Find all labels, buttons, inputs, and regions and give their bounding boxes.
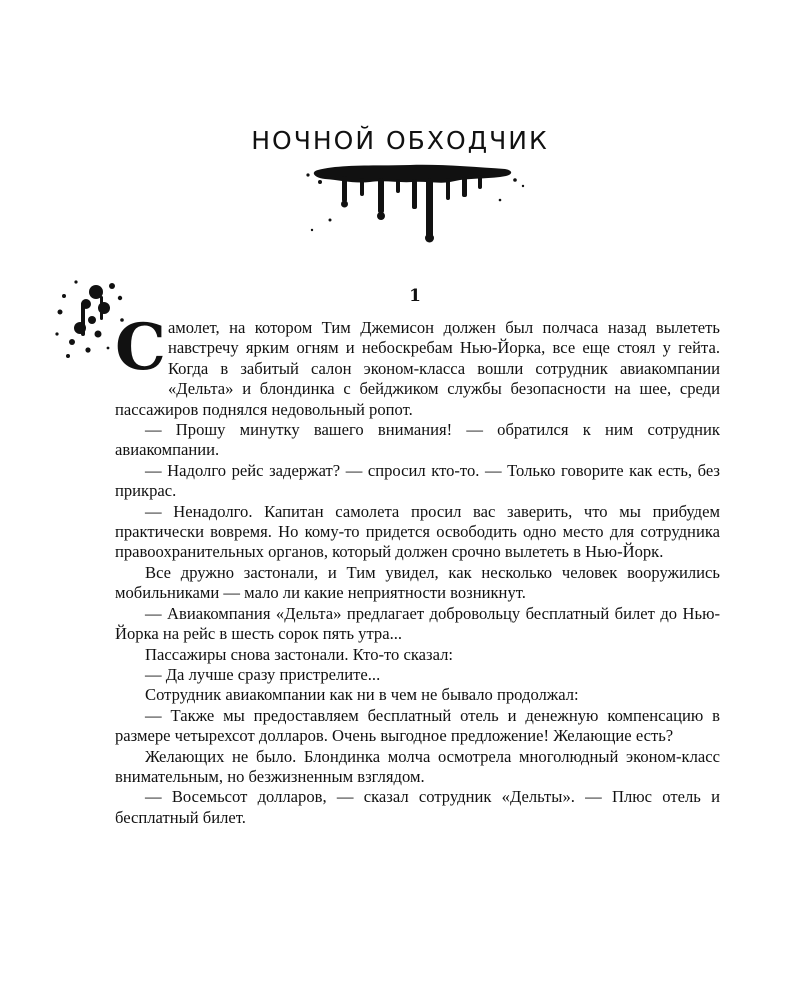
paragraph-2: — Прошу минутку вашего внимания! — обратился к ним сотрудник авиакомпании.	[115, 420, 720, 460]
paragraph-5: Все дружно застонали, и Тим увидел, как несколько человек вооружились мобильниками — мало ли какие неприятности возникнут.	[115, 562, 720, 603]
ink-drip-ornament-icon	[300, 160, 530, 245]
paragraph-7: Пассажиры снова застонали. Кто-то сказал:	[145, 644, 453, 664]
paragraph-8: — Да лучше сразу пристрелите...	[145, 664, 381, 684]
paragraph-3: — Надолго рейс задержат? — спросил кто-то. — Только говорите как есть, без прикрас.	[115, 460, 720, 501]
paragraph-1	[115, 310, 720, 420]
paragraph-12: — Восемьсот долларов, — сказал сотрудник «Дельты». — Плюс отель и бесплатный билет.	[115, 787, 720, 827]
drop-cap: С	[115, 310, 166, 385]
paragraph-1-text: амолет, на котором Тим Джемисон должен был полчаса назад вылететь навстречу ярким огням и небоскребам Нью-Йорка, все еще стоял у гейта. Когда в забитый салон эконом-класса вошли сотрудник авиакомпании «Дельта» и блондинка с бейджиком службы безопасности на шее, среди пассажиров поднялся недовольный ропот.	[115, 318, 720, 419]
section-number: 1	[409, 286, 421, 306]
paragraph-10: — Также мы предоставляем бесплатный отель и денежную компенсацию в размере четырехсот долларов. Очень выгодное предложение! Желающие есть?	[115, 705, 720, 746]
paragraph-9: Сотрудник авиакомпании как ни в чем не бывало продолжал:	[145, 685, 579, 705]
paragraph-6: — Авиакомпания «Дельта» предлагает добровольцу бесплатный билет до Нью-Йорка на рейс в шесть сорок пять утра...	[115, 603, 720, 644]
paragraph-4: — Ненадолго. Капитан самолета просил вас заверить, что мы прибудем практически вовремя. Но кому-то придется освободить одно место для сотрудника правоохранительных органов, который должен срочно вылететь в Нью-Йорк.	[115, 501, 720, 562]
paragraph-11: Желающих не было. Блондинка молча осмотрела многолюдный эконом-класс внимательным, но безжизненным взглядом.	[115, 746, 720, 786]
body-text	[115, 310, 720, 828]
chapter-title: НОЧНОЙ ОБХОДЧИК	[251, 126, 549, 155]
